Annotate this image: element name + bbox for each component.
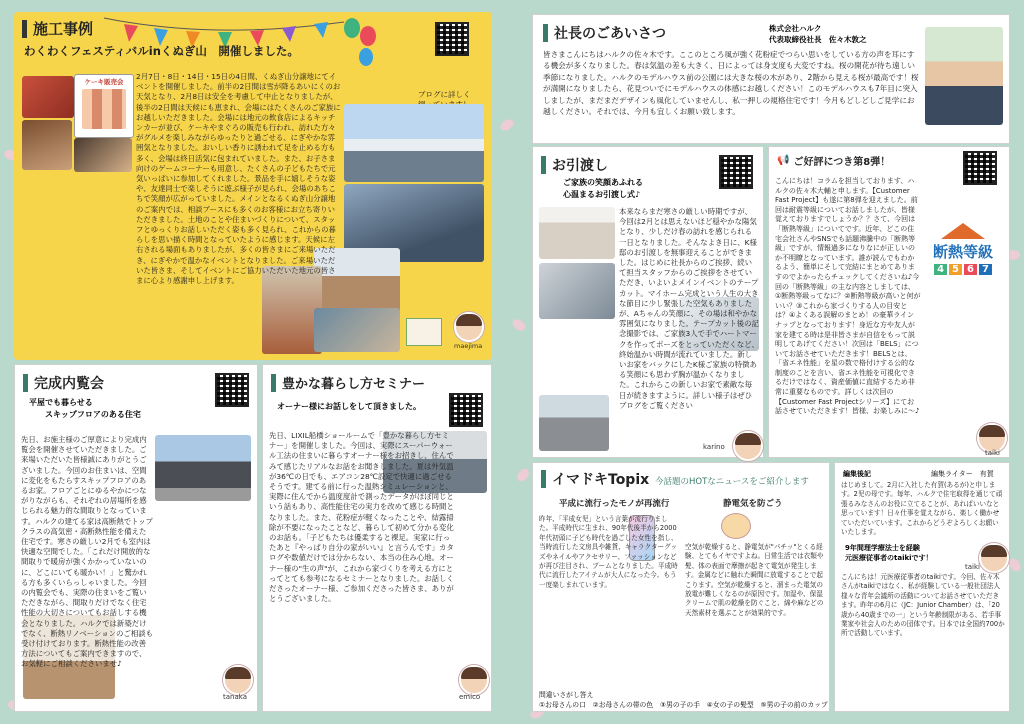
house-logo-icon bbox=[941, 223, 985, 239]
insulation-logo bbox=[921, 223, 1005, 297]
column-title-text: ご好評につき第8弾！ bbox=[793, 157, 891, 168]
seminar-title-text: 豊かな暮らし方セミナー bbox=[282, 377, 426, 392]
staff-avatar-maejima bbox=[454, 312, 484, 342]
topix-subtitle: 今話題のHOTなニュースをご紹介します bbox=[655, 477, 809, 487]
topix-title-text: イマドキTopix bbox=[552, 472, 650, 488]
quiz-answer-heading: 問違いさがし答え bbox=[539, 691, 594, 699]
title-bar bbox=[543, 24, 548, 42]
handover-subtitle: ご家族の笑顔あふれる 心温まるお引渡し式♪ bbox=[563, 178, 643, 199]
preview-photo-exterior bbox=[155, 435, 251, 501]
event-photo-cake bbox=[74, 138, 132, 172]
event-photo-food bbox=[22, 76, 74, 118]
staff-name-karino: karino bbox=[703, 443, 725, 451]
greeting-panel bbox=[532, 14, 1010, 144]
staff-avatar-tanaka bbox=[223, 665, 253, 695]
topix-item2-title: 静電気を防ごう bbox=[723, 499, 783, 509]
staff-name-taiki-2: taiki bbox=[965, 563, 980, 571]
petal-decoration bbox=[1008, 557, 1022, 574]
column-body: こんにちは！コラムを担当しております、ハルクの佐々木大輔と申します。【Customer Fast Project】も遂に第8弾を迎えました。前回は耐震等級についてお話しましたが、皆様覚えておりますでしょうか？？さて、今回は「断熱等級」についてです。近年、どこの住宅会社さんやSNSでも話題沸騰中の「断熱等級」ですが、情報過多になりなにが正しいのか不明瞭となっています。誰が読んでもわかるよう、簡単にそして完結にまとめてありますのでよかったらチェックしてくださいね♪今回の「断熱等級」の主な内容としましては、①断熱等級ってなに？②断熱等級が高いと何がいい？③これから家づくりする人の目安とは？④よくある誤解のまとめ！の豪華ラインナップとなっております！身近な方や友人が家を建てる時は是非皆さまが自信をもって説明してあげてください！次回は「BELS」についてお話させていただきます！BELSとは、「省エネ性能」を星の数で格付けする公的な制度のことを言い、省エネ性能を可視化できるだけではなく、資産価値に直結するため非常に重要なものです。詳しくは次回の【Customer Fast Projectシリーズ】にてお話させていただきます！皆様、お楽しみに〜♪ bbox=[775, 177, 921, 416]
editor-name: 編集ライター 有賀 bbox=[931, 470, 994, 478]
president-photo bbox=[925, 27, 1003, 125]
title-bar bbox=[22, 20, 27, 38]
editor-body: はじめまして。2月に入社した有賀(あるが)と申します。2児の母です。毎年、ハルクで住宅取得を通じて頑張るみなさんのお役に立てることが、あればいいなと思っています！日々仕事を覚えながら、楽しく働かせていただいています。これからどうぞよろしくお願いいたします。 bbox=[841, 481, 1003, 537]
handover-panel bbox=[532, 146, 764, 458]
title-bar bbox=[23, 374, 28, 392]
editor-panel bbox=[834, 462, 1010, 712]
event-poster-cake bbox=[74, 74, 134, 138]
handover-qr-code[interactable] bbox=[719, 155, 753, 189]
event-photo-tent bbox=[344, 104, 484, 182]
topix-item1-title: 平成に流行ったモノが再流行 bbox=[559, 499, 670, 509]
petal-decoration bbox=[514, 467, 531, 484]
handover-photo-tape-cut bbox=[539, 207, 615, 259]
title-bar bbox=[271, 374, 276, 392]
handover-title bbox=[541, 155, 608, 175]
grade-4: 4 bbox=[934, 264, 947, 275]
house-illustration bbox=[406, 318, 442, 346]
poster-text: ケーキ販売会 bbox=[84, 78, 124, 86]
preview-qr-code[interactable] bbox=[215, 373, 249, 407]
column-panel bbox=[768, 146, 1010, 458]
petal-decoration bbox=[511, 316, 528, 333]
seminar-qr-code[interactable] bbox=[449, 393, 483, 427]
construction-body: 2月7日・8日・14日・15日の4日間、くぬぎ山分譲地にてイベントを開催しました。前半の2日間は雪が降るあいにくのお天気となり、2月8日は安全を考慮して中止となりましたが、後半の2日間は天候にも恵まれ、会場にはたくさんのご家族にお越しいただきました。会場には地元の飲食店によるキッチンカーが並び、ケーキやまぐろの販売も行われ、訪れた方々がグルメを楽しみながらゆったりと過ごせる、にぎやかな雰囲気となりました。おいしい香りに誘われて足を止める方も多く、会場は終日活気に包まれていました。また、お子さま向けのゲームコーナーも用意し、たくさんの子どもたちで元気いっぱいに参加してくれました。景品を手に嬉しそうな姿や、友達同士で楽しそうに遊ぶ様子が見られ、会場のあちこちで笑顔が広がっていました。メインとなるくぬぎ山分譲地のご案内では、相談ブースにも多くのお客様にお立ち寄りいただきました。土地のことや住まいづくりについて、スタッフとゆっくりお話しいただく姿も多く見られ、これからの暮らしを思い描く時間となっていたように感じます。天候に左右される場面もありましたが、多くの皆さまにご来場いただき、にぎやかで温かなイベントとなりました。ご来場いただいた皆さま、そしてイベントにご協力いただいた地元の皆さまに心より感謝申し上げます。 bbox=[136, 72, 341, 286]
poster-image bbox=[82, 89, 126, 129]
staff-name-tanaka: tanaka bbox=[223, 693, 247, 701]
handover-photo-family bbox=[539, 263, 615, 319]
greeting-title bbox=[543, 23, 666, 43]
handover-title-text: お引渡し bbox=[552, 158, 608, 174]
preview-body: 先日、お施主様のご厚意により完成内覧会を開催させていただきました。ご来場いただいた皆様誠にありがとうございました。今回のお住まいは、空間に変化をもたらすスキップフロアのあるお家。フロアごとにゆるやかにつながりながらも、それぞれの居場所を感じられる魅力的な間取りとなっています。ハルクの建てる家は高断熱でトップクラスの高気密・高断熱性能を備えた住宅です。寒さの厳しい2月でも室内は快適な空間でした。「これだけ開放的な間取りで暖房が強くかかっていないのに、どこにいても暖かい！」と驚かれる方も多くいらっしゃいました。今回の内覧会でも、実際の住まいをご覧いただきながら、間取りだけでなく住宅性能の大切さについてもお話しする機会となりました。ハルクでは新築だけでなく、断熱リノベーションのご相談も受け付けております。断熱性能の改善方法についてもご案内できますので、お気軽にご相談くださいませ♪ bbox=[21, 435, 153, 669]
staff-name-maejima: maejima bbox=[454, 342, 483, 350]
static-shock-illustration bbox=[721, 513, 751, 539]
topix-item1-body: 昨年、「平成女児」という言葉が流行りました。平成時代に生まれ、90年代後半から2000年代初頭に子ども時代を過ごした女性を指し、当時流行した文房具や雑貨、キャラクターグッズやネイルやアクセサリー、ファッションなどが再び注目され、ブームとなりました。平成時代に流行したアイテムが大人になった今、もう一度楽しまれています。 bbox=[539, 515, 678, 589]
seminar-panel bbox=[262, 364, 492, 712]
grade-6: 6 bbox=[964, 264, 977, 275]
grade-7: 7 bbox=[979, 264, 992, 275]
topix-panel bbox=[532, 462, 830, 712]
quiz-answer-list: ①お母さんの口 ②お母さんの帯の色 ③男の子の手 ④女の子の髪型 ⑤男の子の前のカップ bbox=[539, 701, 828, 709]
editor-title: 編集後記 bbox=[843, 470, 871, 478]
seminar-title bbox=[271, 373, 425, 392]
construction-title-text: 施工事例 bbox=[33, 20, 94, 38]
construction-title bbox=[22, 18, 93, 39]
megaphone-icon: 📢 bbox=[777, 155, 790, 166]
event-photo-kids bbox=[314, 308, 400, 352]
title-bar bbox=[541, 470, 546, 488]
grade-5: 5 bbox=[949, 264, 962, 275]
preview-title-text: 完成内覧会 bbox=[34, 376, 104, 392]
blog-note: ブログに詳しく bbox=[418, 90, 471, 99]
insulation-logo-text: 断熱等級 bbox=[932, 243, 993, 261]
handover-photo-house bbox=[539, 395, 609, 451]
handover-body: 本来ならまだ寒さの厳しい時期ですが、今回は2月とは思えないほど穏やかな陽気となり、少しだけ春の訪れを感じられる一日となりました。そんなよき日に、K様邸のお引渡しを無事迎えることができました。はじめに社長からのご挨拶、続いて担当スタッフからのご挨拶をさせていただき、いよいよメインイベントのテープカット。マイホーム完成という人生の大きな節目に少し緊張した空気もありましたが、Aちゃんの笑顔に、その場は和やかな雰囲気になりました。テープカット後の記念撮影では、ご家族3人で手でハートマークを作ってポーズをとっていただくなど、終始温かい時間が流れていました。新しいお家をバックにしたK様ご家族の特徴ある笑顔にも思わず胸が温かくなりました。これからこの新しいお家で素敵な毎日が続きますように。詳しい様子はぜひブログをご覧ください bbox=[619, 207, 759, 410]
staff-avatar-emico bbox=[459, 665, 489, 695]
column-qr-code[interactable] bbox=[963, 151, 997, 185]
construction-headline: わくわくフェスティバルinくぬぎ山 開催しました。 bbox=[24, 44, 299, 58]
staff-avatar-karino bbox=[733, 431, 763, 461]
event-photo-game bbox=[262, 266, 322, 354]
seminar-body: 先日、LIXIL船橋ショールームで「豊かな暮らし方セミナー」を開催しました。今回は、実際にスーパーウォール工法の住まいに暮らすオーナー様をお招きし、住んでみて感じたリアルなお話をお聞きしました。夏は外気温が36℃の日でも、エアコン28℃設定で快適に過ごせるそうです。建てる前に行った温熱シミュレーションと、実際に住んでから温度度計で測ったデータがほぼ同じという話もあり、高性能住宅の実力を改めて感じる時間となりました。また、花粉症が軽くなったことや、結露掃除が不要になったことなど、暮らして初めて分かる変化のお話も。「子どもたちは優柔すると裸足。実家に行ったあと『やっぱり自分の家がいい』と言うんです」カタログや数値だけでは分からない、本当の住み心地。オーナー様の"生の声"が、これから家づくりを考える方にとってとても参考になるセミナーとなりました。お話しくださったオーナー様、ご参加くださった皆さま、ありがとうございました。 bbox=[269, 431, 454, 604]
president-name: 代表取締役社長 佐々木敦之 bbox=[769, 35, 867, 44]
seminar-subtitle: オーナー様にお話しをして頂きました。 bbox=[277, 402, 421, 411]
preview-subtitle: 平屋でも暮らせる スキップフロアのある住宅 bbox=[29, 398, 141, 419]
column-title bbox=[777, 153, 890, 168]
balloon-decoration bbox=[344, 18, 360, 38]
staff-name-emico: emico bbox=[459, 693, 481, 701]
staff-avatar-taiki-2 bbox=[979, 543, 1009, 573]
construction-panel bbox=[14, 12, 492, 360]
editor-sub-title: 9年間理学療法士を経験 元医療従事者のtaikiです！ bbox=[845, 544, 933, 562]
staff-name-taiki: taiki bbox=[985, 449, 1000, 457]
petal-decoration bbox=[499, 118, 516, 132]
preview-title bbox=[23, 373, 104, 393]
preview-panel bbox=[14, 364, 258, 712]
greeting-body: 皆さまこんにちはハルクの佐々木です。ここのところ風が強く花粉症でつらい思いをしている方の声を耳にする機会が多くなりました。春は気温の差も大きく、日によっては身支度も大変ですね。桜の開花が待ち遠しい季節になりました。ハルクのモデルハウス前の公園には大きな桜の木があり、2階から見える桜が最高です！桜が満開になりましたら、花見ついでにモデルハウスの体感にお越しください！このモデルハウスも7年目に突入しましたが、まだまだデザインも風化していませんし、私一押しの規格住宅です！今月もどしどしご見学にお越しください。それでは、今月も宜しくお願い致します。 bbox=[543, 50, 919, 117]
balloon-decoration bbox=[360, 26, 376, 46]
topix-item2-body: 空気が乾燥すると、静電気が"パチッ"とくる経験、とてもイヤですよね。日常生活では衣類や髪、体の表面で摩擦が起きて電気が発生します。金属などに触れた瞬間に放電することで起こります。空気が乾燥すると、溜まった電気の放電が難しくなるのが原因です。加湿や、保湿クリームで肌の乾燥を防ぐこと、綿や麻などの天然素材を選ぶことが効果的です。 bbox=[685, 543, 824, 617]
insulation-grade-numbers bbox=[921, 264, 1005, 275]
topix-title bbox=[541, 469, 649, 489]
editor-body-2: こんにちは！元医療従事者のtaikiです。今回、佐々木さんがtaikiではなく、私が経験している一般社団法人様々な青年会議所の活動についてお話させていただきます。昨年の6月に（JC：Junior Chamber）は、「20歳から40歳までの一」という年齢制限がある、若手事業家や社会人のための団体です。日本では全国約700か所で活動しています。 bbox=[841, 573, 1005, 638]
blog-qr-code[interactable] bbox=[435, 22, 469, 56]
title-bar bbox=[541, 156, 546, 174]
greeting-title-text: 社長のごあいさつ bbox=[554, 26, 666, 42]
company-name: 株式会社ハルク bbox=[769, 24, 822, 33]
balloon-decoration bbox=[359, 48, 373, 66]
event-photo-kitchen-car bbox=[22, 120, 72, 170]
